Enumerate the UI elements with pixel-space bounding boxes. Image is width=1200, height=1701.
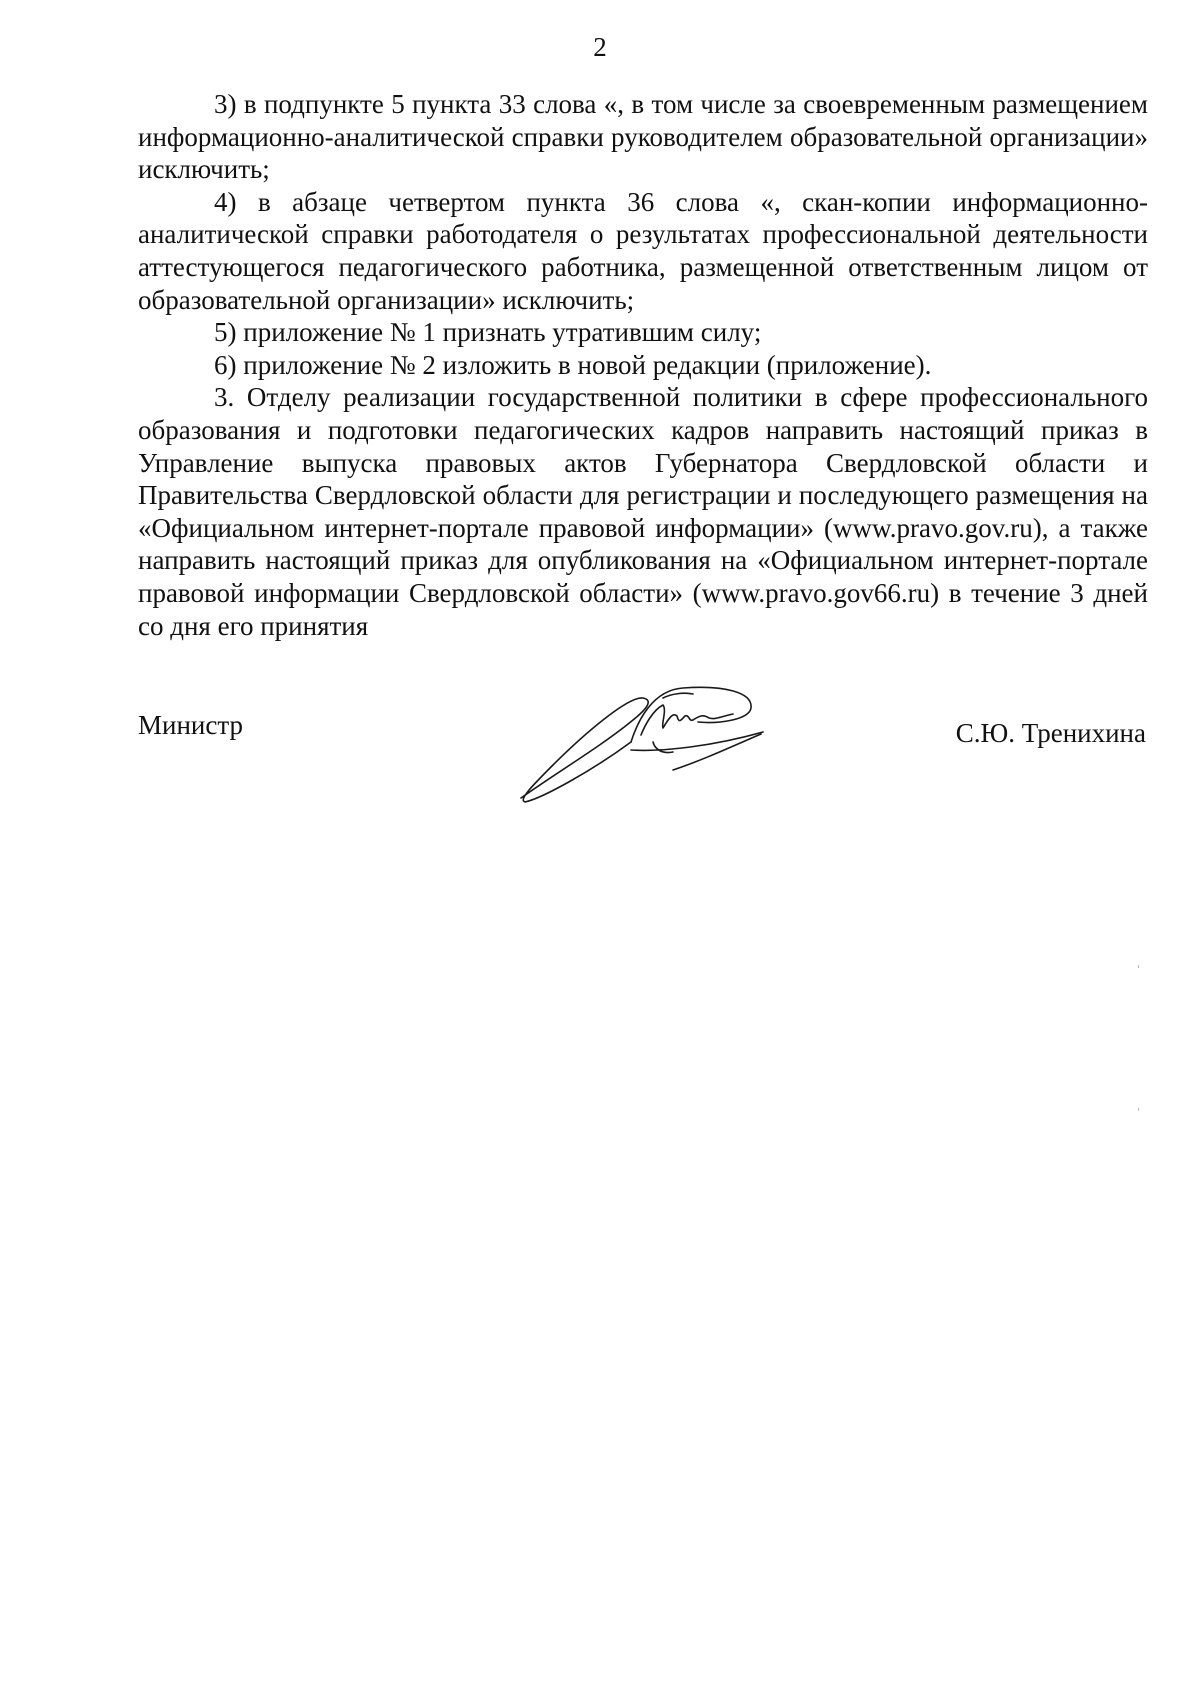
- paragraph-item-6: 6) приложение № 2 изложить в новой редакции (приложение).: [214, 349, 932, 380]
- paragraph-item-3: 3) в подпункте 5 пункта 33 слова «, в том числе за своевременным размещением информационно-аналитической справки руководителем образовательной организации» исключить;: [138, 89, 1148, 185]
- signature-block: [138, 680, 1146, 820]
- page-number: 2: [593, 32, 607, 62]
- scan-speck: [1138, 965, 1139, 968]
- signer-name: С.Ю. Тренихина: [955, 718, 1146, 748]
- paragraph-section-3: 3. Отделу реализации государственной политики в сфере профессионального образования и подготовки педагогических кадров направить настоящий приказ в Управление выпуска правовых актов Губернатора Свердловской области и Правительства Свердловской области для регистрации и последующего размещения на «Официальном интернет-портале правовой информации» (www.pravo.gov.ru), а также направить настоящий приказ для опубликования на «Официальном интернет-портале правовой информации Свердловской области» (www.pravo.gov66.ru) в течение 3 дней со дня его принятия: [138, 382, 1148, 641]
- handwritten-signature: [513, 680, 783, 810]
- document-body: [138, 88, 1148, 642]
- scan-speck: [1138, 1108, 1139, 1111]
- paragraph-item-5: 5) приложение № 1 признать утратившим силу;: [214, 317, 762, 348]
- paragraph-item-4: 4) в абзаце четвертом пункта 36 слова «, скан-копии информационно-аналитической справки работодателя о результатах профессиональной деятельности аттестующегося педагогического работника, размещенной ответственным лицом от образовательной организации» исключить;: [138, 186, 1148, 315]
- signer-position: Министр: [138, 710, 243, 740]
